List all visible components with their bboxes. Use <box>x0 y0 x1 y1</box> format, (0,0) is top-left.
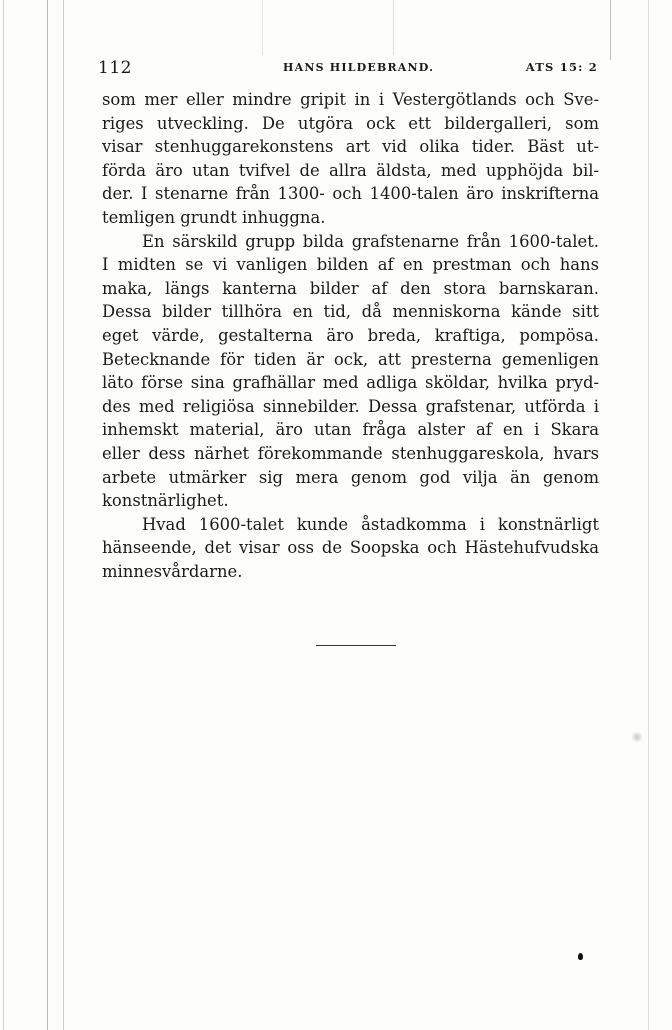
text-line: des med religiösa sinnebilder. Dessa grafstenar, utförda i <box>102 396 599 416</box>
scan-edge-line <box>610 0 611 60</box>
body-text <box>102 88 599 583</box>
text-line: förda äro utan tvifvel de allra äldsta, med upphöjda bil- <box>102 160 599 180</box>
scan-smudge <box>630 732 644 742</box>
text-line: riges utveckling. De utgöra ock ett bildergalleri, som <box>102 113 599 133</box>
text-line: Betecknande för tiden är ock, att presterna gemenligen <box>102 349 599 369</box>
ink-speck <box>578 953 583 960</box>
scan-edge-line <box>3 0 4 1030</box>
text-line: der. I stenarne från 1300- och 1400-talen äro inskrifterna <box>102 184 599 204</box>
section-divider <box>316 645 396 646</box>
text-line: Dessa bilder tillhöra en tid, då menniskorna kände sitt <box>102 302 599 322</box>
running-header <box>98 58 598 80</box>
text-line: som mer eller mindre gripit in i Vestergötlands och Sve- <box>102 90 599 109</box>
text-line: En särskild grupp bilda grafstenarne från 1600-talet. <box>142 231 599 251</box>
text-line: Hvad 1600-talet kunde åstadkomma i konstnärligt <box>142 514 599 534</box>
text-line: konstnärlighet. <box>102 491 229 511</box>
header-reference: ATS 15: 2 <box>525 60 598 74</box>
text-line: temligen grundt inhuggna. <box>102 207 326 227</box>
scan-edge-line <box>63 0 64 1030</box>
scan-artifact <box>262 0 394 55</box>
scan-edge-line <box>648 0 649 1030</box>
text-line: eget värde, gestalterna äro breda, kraftiga, pompösa. <box>102 325 599 345</box>
text-line: inhemskt material, äro utan fråga alster af en i Skara <box>102 420 599 440</box>
text-line: I midten se vi vanligen bilden af en prestman och hans <box>102 255 599 275</box>
text-line: visar stenhuggarekonstens art vid olika tider. Bäst ut- <box>102 137 599 157</box>
text-line: maka, längs kanterna bilder af den stora barnskaran. <box>102 278 599 298</box>
text-line: minnesvårdarne. <box>102 561 243 581</box>
header-title: HANS HILDEBRAND. <box>283 61 435 74</box>
page-number: 112 <box>98 58 132 78</box>
text-line: hänseende, det visar oss de Soopska och Hästehufvudska <box>102 538 599 558</box>
text-line: eller dess närhet förekommande stenhuggareskola, hvars <box>102 443 599 463</box>
text-line: arbete utmärker sig mera genom god vilja än genom <box>102 467 599 487</box>
scan-edge-line <box>47 0 48 1030</box>
text-line: läto förse sina grafhällar med adliga sköldar, hvilka pryd- <box>102 373 599 393</box>
